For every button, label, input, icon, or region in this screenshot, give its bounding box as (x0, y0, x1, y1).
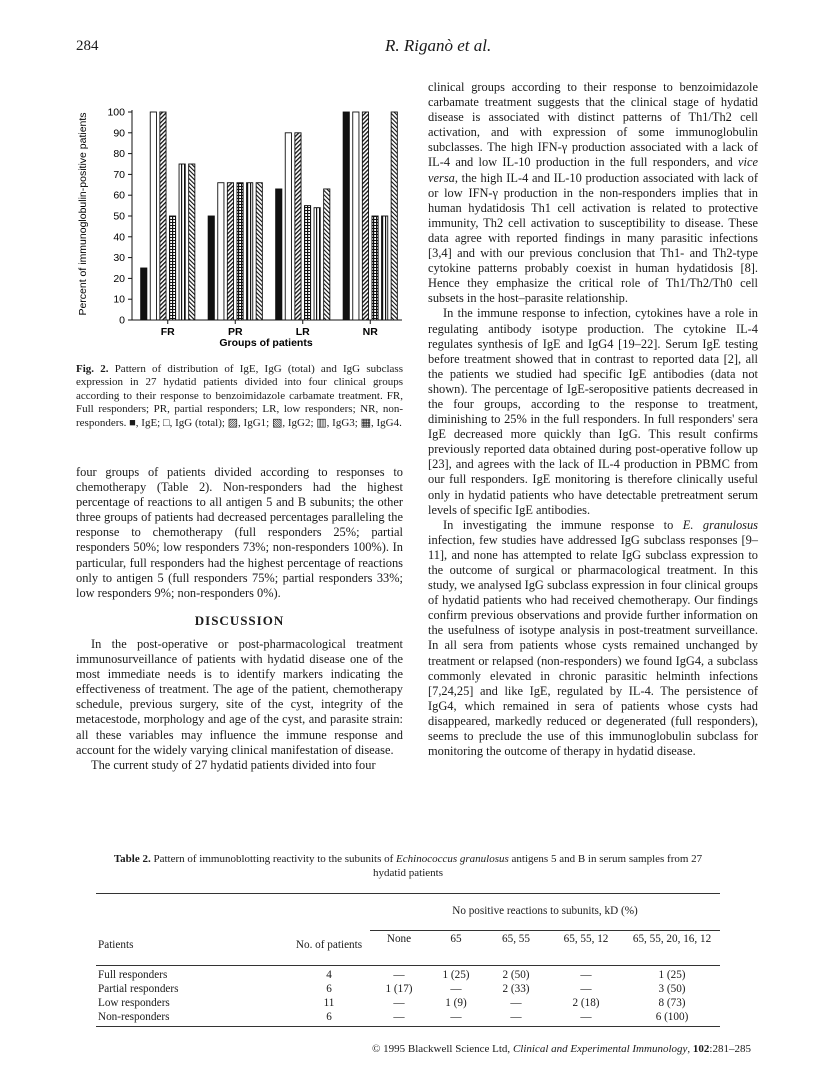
table-caption (96, 853, 720, 880)
cell: 3 (50) (658, 983, 686, 996)
y-tick-label: 20 (113, 272, 125, 285)
cell: 1 (25) (442, 969, 470, 982)
x-tick-label: LR (295, 326, 310, 338)
cell: 2 (18) (572, 997, 600, 1010)
y-tick-label: 80 (113, 148, 125, 161)
bar-nr-igg3 (382, 216, 388, 320)
bar-lr-ige (276, 189, 282, 320)
cell: 2 (33) (502, 983, 530, 996)
table-caption-text-a: Pattern of immunoblotting reactivity to the subunits of (150, 853, 397, 865)
row-label: Low responders (98, 997, 170, 1010)
bar-fr-igg3 (179, 164, 185, 320)
bar-fr-igg-total (150, 112, 156, 320)
row-label: Partial responders (98, 983, 179, 996)
cell-n: 4 (326, 969, 332, 982)
cell: 1 (17) (385, 983, 413, 996)
bar-nr-igg4 (391, 112, 397, 320)
right-paragraph-3 (428, 518, 758, 760)
cell: — (393, 1011, 405, 1024)
bar-lr-igg2 (304, 206, 310, 320)
cell: 2 (50) (502, 969, 530, 982)
cell: — (580, 969, 592, 982)
cell: — (450, 1011, 462, 1024)
bar-pr-igg3 (247, 183, 253, 320)
bar-fr-igg2 (169, 216, 175, 320)
right-paragraph-2: In the immune response to infection, cytokines have a role in regulating antibody isotype production. The cytokine IL-4 regulates synthesis of IgE and IgG4 [19–22]. Serum IgE testing before treatment showed that in contrast to reported data [2], all the patients we studied had specific IgE antibodies (data not shown). The percentage of IgE-seropositive patients decreased in the four groups, according to the response to treatment, diminishing to 25% in the full responders. In full responders' sera IgE decreased more quickly than IgG. This result confirms previously reported data obtained during post-operative follow up [23], and agrees with the lack of IL-4 production in PBMC from our full responders. IgE monitoring is therefore clinically useful only in hydatid patients who have detectable pretreatment serum levels of specific IgE antibodies. (428, 306, 758, 517)
running-head: R. Riganò et al. (385, 36, 492, 55)
x-tick-label: PR (227, 326, 243, 338)
cell: 6 (100) (655, 1011, 689, 1024)
col-header-2: 65 (450, 933, 462, 945)
table-spanner-header: No positive reactions to subunits, kD (%) (452, 905, 638, 918)
left-paragraph-1: four groups of patients divided according to responses to chemotherapy (Table 2). Non-responders had the highest percentage of reactions to all antigen 5 and B subunits; the other three groups of patients had decreased percentages paralleling the response to chemotherapy (full responders 25%; partial responders 50%; low responders 73%; non-responders 100%). In particular, full responders had the highest percentage of reactions only to antigen 5 (full responders 75%; partial responders 33%; low responders 9%; non-responders 0%). (76, 465, 403, 600)
footer-journal: Clinical and Experimental Immunology (512, 1043, 688, 1055)
copyright-footer (372, 1043, 751, 1055)
figure-2-bar-chart (76, 96, 406, 358)
y-tick-label: 60 (113, 189, 125, 202)
right-p3-text-b: infection, few studies have addressed IgG subclass responses [9–11], and none has attempted to relate IgG subclass expression to the outcome of surgical or pharmacological treatment. In this study, we analysed IgG subclass expression in four clinical groups of hydatid patients who had received chemotherapy. Our findings confirm previous observations and provide further information on the usefulness of isotype analysis in post-treatment surveillance. In all sera from patients whose cysts remained unchanged by treatment or relapsed (non-responders) we found IgG4, a subclass commonly elevated in chronic parasitic helminth infections [7,24,25] and like IgE, regulated by IL-4. The persistence of IgG4, which remained in sera of patients whose cysts had disappeared, markedly reduced or degenerated (full responders), seems to preclude the use of this immunoglobulin subclass for monitoring the outcome of therapy in hydatid disease. (428, 532, 758, 759)
bar-nr-igg1 (362, 112, 368, 320)
bar-fr-ige (141, 268, 147, 320)
y-tick-label: 100 (107, 106, 125, 119)
y-axis-label: Percent of immunoglobulin-positive patients (77, 112, 89, 316)
table-caption-text-b: antigens 5 and B in serum samples from 27 hydatid patients (373, 853, 703, 879)
y-tick-label: 0 (119, 314, 125, 327)
row-label: Full responders (98, 969, 168, 982)
table-row (96, 983, 720, 997)
bar-pr-igg2 (237, 183, 243, 320)
footer-pages: :281–285 (709, 1043, 751, 1055)
table-row (96, 963, 720, 983)
bar-fr-igg4 (189, 164, 195, 320)
figure-caption-text: Pattern of distribution of IgE, IgG (total) and IgG subclass expression in 27 hydatid patients divided into four clinical groups according to their response to benzoimidazole carbamate treatment. FR, Full responders; PR, partial responders; LR, low responders; NR, non-responders. ■, IgE; □, IgG (total); ▨, IgG1; ▧, IgG2; ▥, IgG3; ▦, IgG4. (76, 363, 403, 429)
cell: 1 (25) (658, 969, 686, 982)
cell: — (393, 969, 405, 982)
page-number: 284 (76, 38, 99, 54)
bar-lr-igg4 (324, 189, 330, 320)
bar-pr-igg1 (227, 183, 233, 320)
y-tick-label: 90 (113, 127, 125, 140)
cell: — (580, 983, 592, 996)
col-header-1: None (386, 933, 412, 945)
bar-lr-igg1 (295, 133, 301, 320)
bar-lr-igg-total (285, 133, 291, 320)
table-row (96, 997, 720, 1011)
right-paragraph-1 (428, 80, 758, 306)
x-tick-label: FR (160, 326, 175, 338)
bar-lr-igg3 (314, 208, 320, 320)
y-tick-label: 40 (113, 231, 125, 244)
right-p1-text-b: , the high IL-4 and IL-10 production associated with lack of or low IFN-γ production in the non-responders implies that in human hydatidosis Th1 cell activation is related to protective immunity, Th2 cell activation to susceptibility to disease. These data agree with reported findings in many parasitic infections [3,4] and with our previous conclusion that Th1- and Th2-type cytokine patterns probably coexist in human hydatidosis [8]. Hence they emphasize the critical role of Th1/Th2/Th0 cell subsets in the host–parasite relationship. (428, 170, 758, 306)
cell: — (580, 1011, 592, 1024)
y-tick-label: 50 (113, 210, 125, 223)
discussion-heading: DISCUSSION (194, 612, 285, 628)
bar-pr-ige (208, 216, 214, 320)
cell: — (510, 1011, 522, 1024)
bar-pr-igg-total (218, 183, 224, 320)
left-paragraph-3: The current study of 27 hydatid patients divided into four (91, 757, 376, 772)
left-column (76, 465, 403, 773)
cell: 1 (9) (445, 997, 467, 1010)
footer-copyright: © 1995 Blackwell Science Ltd, (372, 1043, 513, 1055)
left-paragraph-2: In the post-operative or post-pharmacological treatment immunosurveillance of patients with hydatid disease one of the most immediate needs is to identify markers indicating the effectiveness of treatment. The age of the patient, chemotherapy schedule, previous surgery, site of the cyst, integrity of the metacestode, morphology and age of the cyst, and parasite strain: all these variables may influence the immune response and account for the widely varying clinical manifestation of disease. (76, 636, 403, 757)
col-header-5: 65, 55, 20, 16, 12 (632, 933, 712, 945)
table-2 (96, 895, 720, 1025)
col-header-3: 65, 55 (502, 933, 530, 945)
col-header-no-of-patients: No. of patients (295, 939, 363, 952)
cell: — (450, 983, 462, 996)
bar-nr-ige (343, 112, 349, 320)
y-tick-label: 70 (113, 168, 125, 181)
bar-fr-igg1 (160, 112, 166, 320)
col-header-4: 65, 55, 12 (563, 933, 609, 945)
table-bottom-rule (96, 1026, 720, 1027)
cell-n: 11 (323, 997, 335, 1010)
footer-volume: 102 (692, 1043, 710, 1055)
table-caption-italic: Echinococcus granulosus (396, 853, 509, 865)
col-header-patients: Patients (98, 939, 134, 952)
bar-nr-igg2 (372, 216, 378, 320)
figure-caption (76, 363, 403, 430)
bar-nr-igg-total (353, 112, 359, 320)
table-top-rule (96, 893, 720, 894)
y-tick-label: 30 (113, 252, 125, 265)
cell-n: 6 (326, 1011, 332, 1024)
right-column (428, 80, 758, 759)
table-row (96, 1011, 720, 1025)
right-p1-text-a: clinical groups according to their response to benzoimidazole carbamate treatment suggests that the clinical stage of hydatid disease is associated with distinct patterns of Th1/Th2 cell activation, and with expression of some immunoglobulin subclasses. The high IFN-γ production associated with a lack of IL-4 and low IL-10 production in the full responders, and (428, 80, 758, 170)
bar-pr-igg4 (256, 183, 262, 320)
cell-n: 6 (326, 983, 332, 996)
cell: 8 (73) (658, 997, 686, 1010)
cell: — (393, 997, 405, 1010)
y-tick-label: 10 (113, 293, 125, 306)
figure-caption-label: Fig. 2. (76, 363, 109, 375)
x-axis-label: Groups of patients (219, 337, 313, 349)
table-caption-label: Table 2. (113, 853, 151, 865)
right-p3-text-a: In investigating the immune response to (443, 517, 683, 532)
right-p1-italic: vice versa (428, 155, 758, 185)
footer-sep: , (687, 1043, 693, 1055)
cell: — (510, 997, 522, 1010)
right-p3-italic: E. granulosus (682, 517, 758, 532)
x-tick-label: NR (362, 326, 378, 338)
row-label: Non-responders (98, 1011, 170, 1024)
